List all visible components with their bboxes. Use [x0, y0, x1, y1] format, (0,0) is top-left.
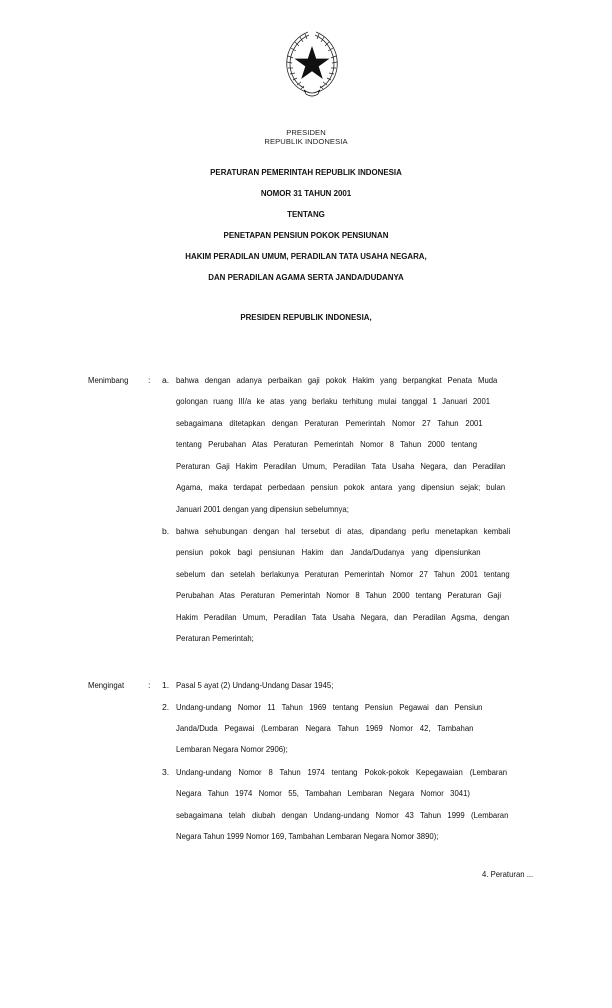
menimbang-item-b-line: Peraturan Pemerintah; [176, 633, 254, 643]
menimbang-item-a-line: tentang Perubahan Atas Peraturan Pemerintah Nomor 8 Tahun 2000 tentang [176, 439, 478, 449]
mengingat-colon: : [148, 680, 151, 690]
menimbang-item-b-line: Perubahan Atas Peraturan Pemerintah Nomor 8 Tahun 2000 tentang Peraturan Gaji [176, 590, 502, 600]
regulation-subject-line-1: PENETAPAN PENSIUN POKOK PENSIUNAN [223, 230, 389, 240]
menimbang-item-a-line: bahwa dengan adanya perbaikan gaji pokok Hakim yang berpangkat Penata Muda [176, 375, 498, 385]
issuer-heading: PRESIDEN REPUBLIK INDONESIA, [240, 312, 372, 322]
regulation-tentang: TENTANG [287, 209, 325, 219]
menimbang-label: Menimbang [88, 375, 129, 385]
regulation-number: NOMOR 31 TAHUN 2001 [260, 188, 352, 198]
regulation-subject-line-3: DAN PERADILAN AGAMA SERTA JANDA/DUDANYA [208, 272, 404, 282]
presidential-emblem-icon [282, 26, 342, 100]
mengingat-item-3-marker: 3. [162, 767, 170, 777]
menimbang-item-a-line: golongan ruang III/a ke atas yang berlaku terhitung mulai tanggal 1 Januari 2001 [176, 396, 491, 406]
mengingat-item-3-line: Undang-undang Nomor 8 Tahun 1974 tentang Pokok-pokok Kepegawaian (Lembaran [176, 767, 508, 777]
emblem-caption-republik: REPUBLIK INDONESIA [264, 137, 348, 146]
mengingat-item-3-line: Negara Tahun 1974 Nomor 55, Tambahan Lembaran Negara Nomor 3041) [176, 788, 470, 798]
menimbang-item-a-marker: a. [162, 375, 170, 385]
menimbang-item-a-line: sebagaimana ditetapkan dengan Peraturan Pemerintah Nomor 27 Tahun 2001 [176, 418, 483, 428]
regulation-title: PERATURAN PEMERINTAH REPUBLIK INDONESIA [210, 167, 402, 177]
menimbang-item-b-marker: b. [162, 526, 170, 536]
menimbang-item-b-line: sebelum dan setelah berlakunya Peraturan Pemerintah Nomor 27 Tahun 2001 tentang [176, 569, 510, 579]
regulation-subject-line-2: HAKIM PERADILAN UMUM, PERADILAN TATA USAHA NEGARA, [185, 251, 427, 261]
menimbang-item-a-line: Peraturan Gaji Hakim Peradilan Umum, Peradilan Tata Usaha Negara, dan Peradilan [176, 461, 506, 471]
menimbang-item-a-line: Januari 2001 dengan yang dipensiun sebelumnya; [176, 504, 349, 514]
mengingat-item-2-marker: 2. [162, 702, 170, 712]
menimbang-item-b-line: pensiun pokok bagi pensiunan Hakim dan Janda/Dudanya yang dipensiunkan [176, 547, 481, 557]
mengingat-item-3-line: Negara Tahun 1999 Nomor 169, Tambahan Lembaran Negara Nomor 3890); [176, 831, 439, 841]
menimbang-item-a-line: Agama, maka terdapat perbedaan pensiun pokok antara yang dipensiun sejak; bulan [176, 482, 506, 492]
mengingat-item-2-line: Undang-undang Nomor 11 Tahun 1969 tentang Pensiun Pegawai dan Pensiun [176, 702, 483, 712]
menimbang-colon: : [148, 375, 151, 385]
menimbang-item-b-line: bahwa sehubungan dengan hal tersebut di atas, dipandang perlu menetapkan kembali [176, 526, 511, 536]
mengingat-item-2-line: Janda/Duda Pegawai (Lembaran Negara Tahun 1969 Nomor 42, Tambahan [176, 723, 474, 733]
mengingat-item-3-line: sebagaimana telah diubah dengan Undang-undang Nomor 43 Tahun 1999 (Lembaran [176, 810, 509, 820]
mengingat-item-1-marker: 1. [162, 680, 170, 690]
page-continuation-marker: 4. Peraturan ... [482, 869, 534, 879]
mengingat-item-1-line: Pasal 5 ayat (2) Undang-Undang Dasar 1945; [176, 680, 334, 690]
mengingat-item-2-line: Lembaran Negara Nomor 2906); [176, 744, 288, 754]
menimbang-item-b-line: Hakim Peradilan Umum, Peradilan Tata Usaha Negara, dan Peradilan Agsma, dengan [176, 612, 510, 622]
emblem-caption-presiden: PRESIDEN [286, 128, 326, 137]
mengingat-label: Mengingat [88, 680, 125, 690]
